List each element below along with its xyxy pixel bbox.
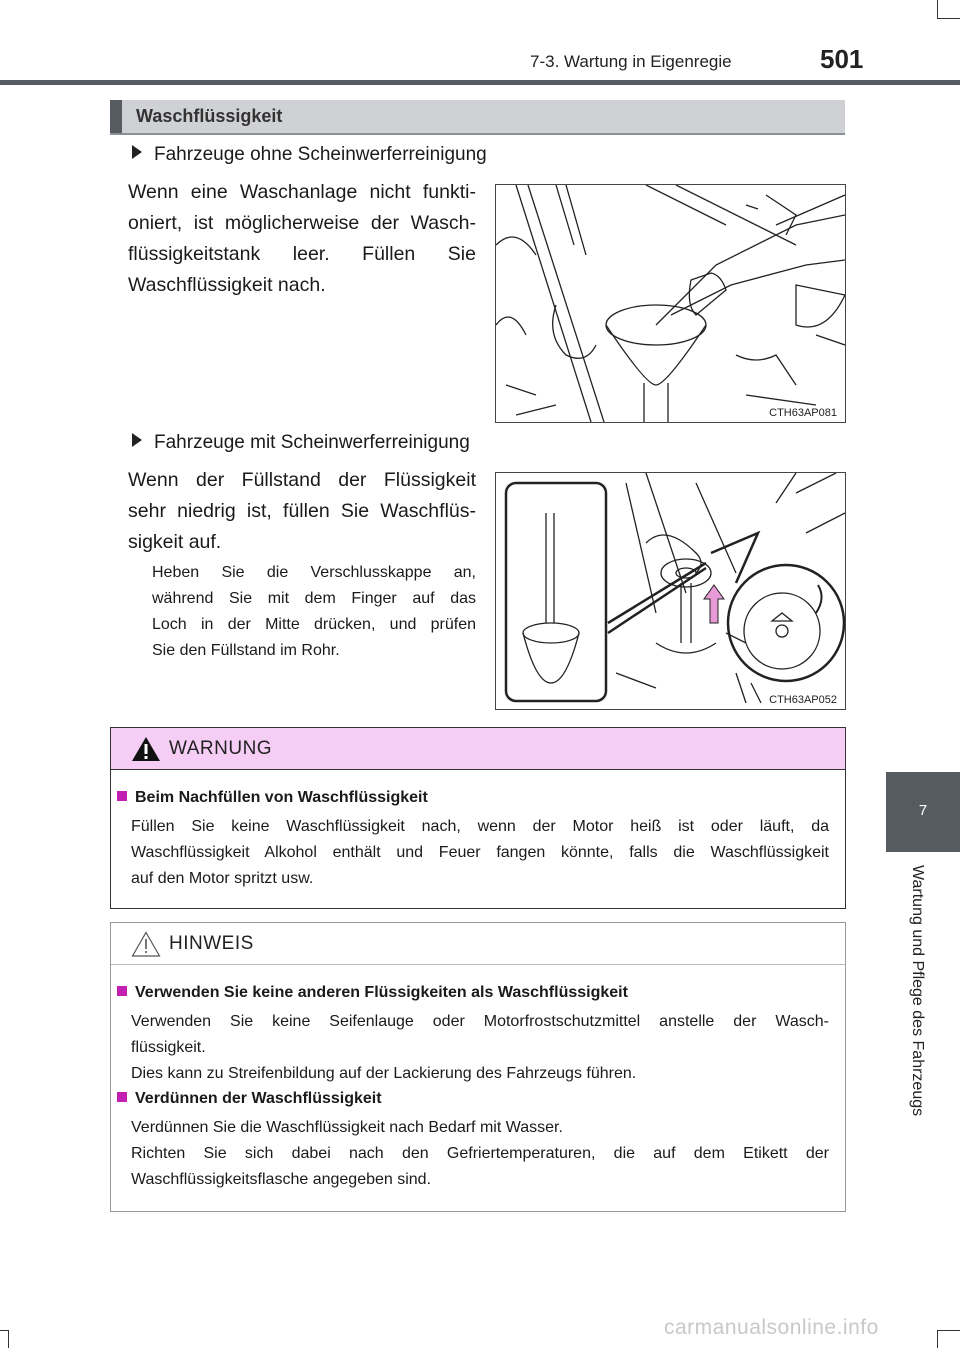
figure-level-check: [495, 472, 846, 710]
warning-item-heading: Beim Nachfüllen von Waschflüssigkeit: [117, 789, 428, 807]
hint-item-heading: Verwenden Sie keine anderen Flüssigkeiten als Waschflüssigkeit: [117, 984, 628, 1002]
chapter-number: 7: [918, 802, 928, 819]
square-bullet-icon: [117, 1092, 127, 1102]
refill-funnel-illustration: [496, 185, 845, 422]
caution-triangle-icon: [131, 931, 161, 957]
figure-code: CTH63AP052: [769, 694, 837, 706]
subheading-without-cleaner: Fahrzeuge ohne Scheinwerferreinigung: [132, 144, 487, 166]
section-header: [110, 100, 845, 135]
warning-header: [111, 728, 845, 770]
subheading-with-cleaner: Fahrzeuge mit Scheinwerferreinigung: [132, 432, 470, 454]
warning-triangle-icon: [131, 736, 161, 762]
square-bullet-icon: [117, 791, 127, 801]
hint-header: [111, 923, 845, 965]
figure-refill-funnel: [495, 184, 846, 423]
watermark: carmanualsonline.info: [664, 1316, 879, 1339]
hint-item-text: Verdünnen Sie die Waschflüssigkeit nach Bedarf mit Wasser. Richten Sie sich dabei nach den Gefriertemperaturen, die auf dem Etikett der Waschflüssigkeitsflasche angegeben sind.: [131, 1119, 829, 1188]
page-number: 501: [820, 44, 864, 74]
section-title: Waschflüssigkeit: [136, 106, 283, 126]
hint-item-heading: Verdünnen der Waschflüssigkeit: [117, 1090, 382, 1108]
hint-title: HINWEIS: [169, 933, 254, 954]
warning-title: WARNUNG: [169, 738, 273, 759]
figure-code: CTH63AP081: [769, 407, 837, 419]
running-header: 7-3. Wartung in Eigenregie: [530, 52, 732, 71]
section-accent: [110, 100, 122, 133]
hint-box: [110, 922, 846, 1212]
triangle-bullet-icon: [132, 433, 142, 447]
header-rule: [0, 80, 960, 85]
paragraph-with-cleaner: Wenn der Füllstand der Flüssigkeit sehr niedrig ist, füllen Sie Waschflüs- sigkeit auf.: [128, 469, 476, 553]
warning-box: [110, 727, 846, 909]
triangle-bullet-icon: [132, 145, 142, 159]
instruction-note: Heben Sie die Verschlusskappe an, während Sie mit dem Finger auf das Loch in der Mitte drücken, und prüfen Sie den Füllstand im Rohr.: [152, 564, 476, 659]
chapter-tab[interactable]: [886, 772, 960, 852]
warning-item-text: Füllen Sie keine Waschflüssigkeit nach, wenn der Motor heiß ist oder läuft, da Waschflüssigkeit Alkohol enthält und Feuer fangen könnte, falls die Waschflüssigkeit auf den Motor spritzt usw.: [131, 818, 829, 887]
hint-item-text: Verwenden Sie keine Seifenlauge oder Motorfrostschutzmittel anstelle der Wasch- flüssigkeit. Dies kann zu Streifenbildung auf der Lackierung des Fahrzeugs führen.: [131, 1013, 829, 1082]
chapter-label: Wartung und Pflege des Fahrzeugs: [909, 865, 926, 1117]
level-check-illustration: [496, 473, 845, 709]
paragraph-without-cleaner: Wenn eine Waschanlage nicht funkti- oniert, ist möglicherweise der Wasch- flüssigkeitstank leer. Füllen Sie Waschflüssigkeit nach.: [128, 181, 476, 296]
square-bullet-icon: [117, 986, 127, 996]
